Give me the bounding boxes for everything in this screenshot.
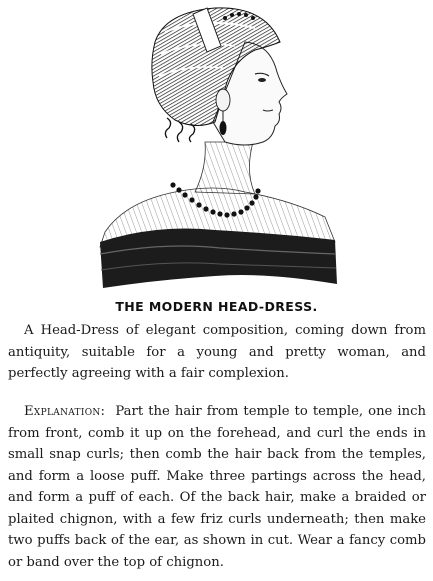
intro-paragraph: A Head-Dress of elegant composition, coming down from antiquity, suitable for a young and pretty woman, and perfectly agreeing with a fair complexion.	[8, 323, 426, 381]
explanation-paragraph	[8, 401, 426, 573]
portrait-engraving	[95, 2, 355, 292]
explanation-body: Part the hair from temple to temple, one inch from front, comb it up on the forehead, and curl the ends in small snap curls; then comb the hair back from the temples, and form a loose puff. Make three partings across the head, and form a puff of each. Of the back hair, make a braided or plaited chignon, with a few friz curls underneath; then make two puffs back of the ear, as shown in cut. Wear a fancy comb or band over the top of chignon.	[8, 404, 426, 570]
illustration-caption: THE MODERN HEAD-DRESS.	[115, 299, 318, 314]
explanation-lead: Explanation:	[24, 404, 106, 419]
neck	[195, 142, 255, 194]
ear	[216, 89, 230, 111]
dress-band	[100, 229, 337, 289]
earring	[220, 121, 227, 135]
